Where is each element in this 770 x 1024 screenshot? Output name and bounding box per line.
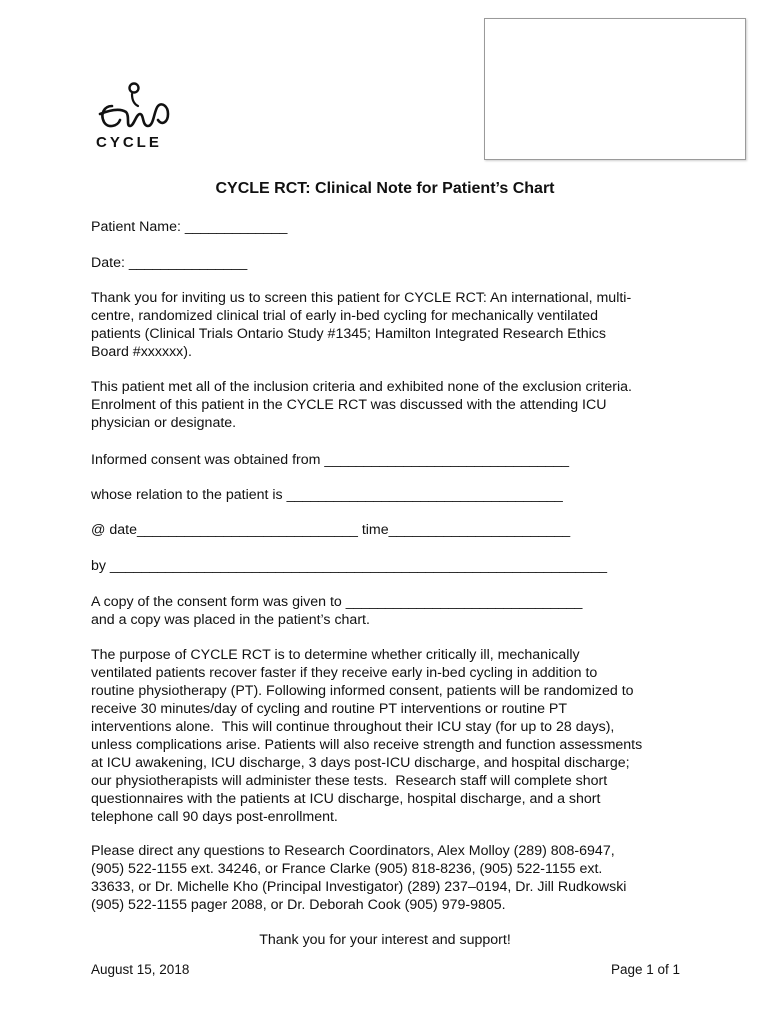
date-time-field: @ date____________________________ time_______________________ <box>91 522 571 538</box>
patient-name-field: Patient Name: _____________ <box>91 219 288 235</box>
contacts-paragraph: Please direct any questions to Research Coordinators, Alex Molloy (289) 808-6947, (905) 522-1155 ext. 34246, or France Clarke (905) 818-8236, (905) 522-1155 ext. 33633, or Dr. Michelle Kho (Principal Investigator) (289) 237–0194, Dr. Jill Rudkowski (905) 522-1155 pager 2088, or Dr. Deborah Cook (905) 979-9805. <box>91 843 627 913</box>
cycle-logo-icon <box>96 80 176 134</box>
thank-you-line: Thank you for your interest and support! <box>259 932 511 948</box>
cycle-logo <box>96 80 176 152</box>
logo-wordmark: CYCLE <box>96 134 162 151</box>
footer-date: August 15, 2018 <box>91 962 190 977</box>
footer-page-number: Page 1 of 1 <box>610 962 680 977</box>
page-title: CYCLE RCT: Clinical Note for Patient’s Chart <box>215 180 555 197</box>
consent-from-field: Informed consent was obtained from _______________________________ <box>91 452 570 468</box>
relation-field: whose relation to the patient is ___________________________________ <box>91 487 563 503</box>
criteria-paragraph: This patient met all of the inclusion criteria and exhibited none of the exclusion criteria. Enrolment of this patient in the CYCLE RCT was discussed with the attending ICU physician or designate. <box>91 379 632 431</box>
consent-copy-paragraph: A copy of the consent form was given to ______________________________ and a copy was placed in the patient’s chart. <box>91 594 583 628</box>
date-field: Date: _______________ <box>91 255 248 271</box>
by-field: by _______________________________________________________________ <box>91 558 608 574</box>
purpose-paragraph: The purpose of CYCLE RCT is to determine whether critically ill, mechanically ventilated patients recover faster if they receive early in-bed cycling in addition to routine physiotherapy (PT). Following informed consent, patients will be randomized to receive 30 minutes/day of cycling and routine PT interventions or routine PT interventions alone. This will continue throughout their ICU stay (for up to 28 days), unless complications arise. Patients will also receive strength and function assessments at ICU awakening, ICU discharge, 3 days post-ICU discharge, and hospital discharge; our physiotherapists will administer these tests. Research staff will complete short questionnaires with the patients at ICU discharge, hospital discharge, and a short telephone call 90 days post-enrollment. <box>91 647 643 825</box>
patient-label-box <box>484 18 746 160</box>
intro-paragraph: Thank you for inviting us to screen this patient for CYCLE RCT: An international, multi- centre, randomized clinical trial of early in-bed cycling for mechanically ventilated patients (Clinical Trials Ontario Study #1345; Hamilton Integrated Research Ethics Board #xxxxxx). <box>91 290 632 360</box>
